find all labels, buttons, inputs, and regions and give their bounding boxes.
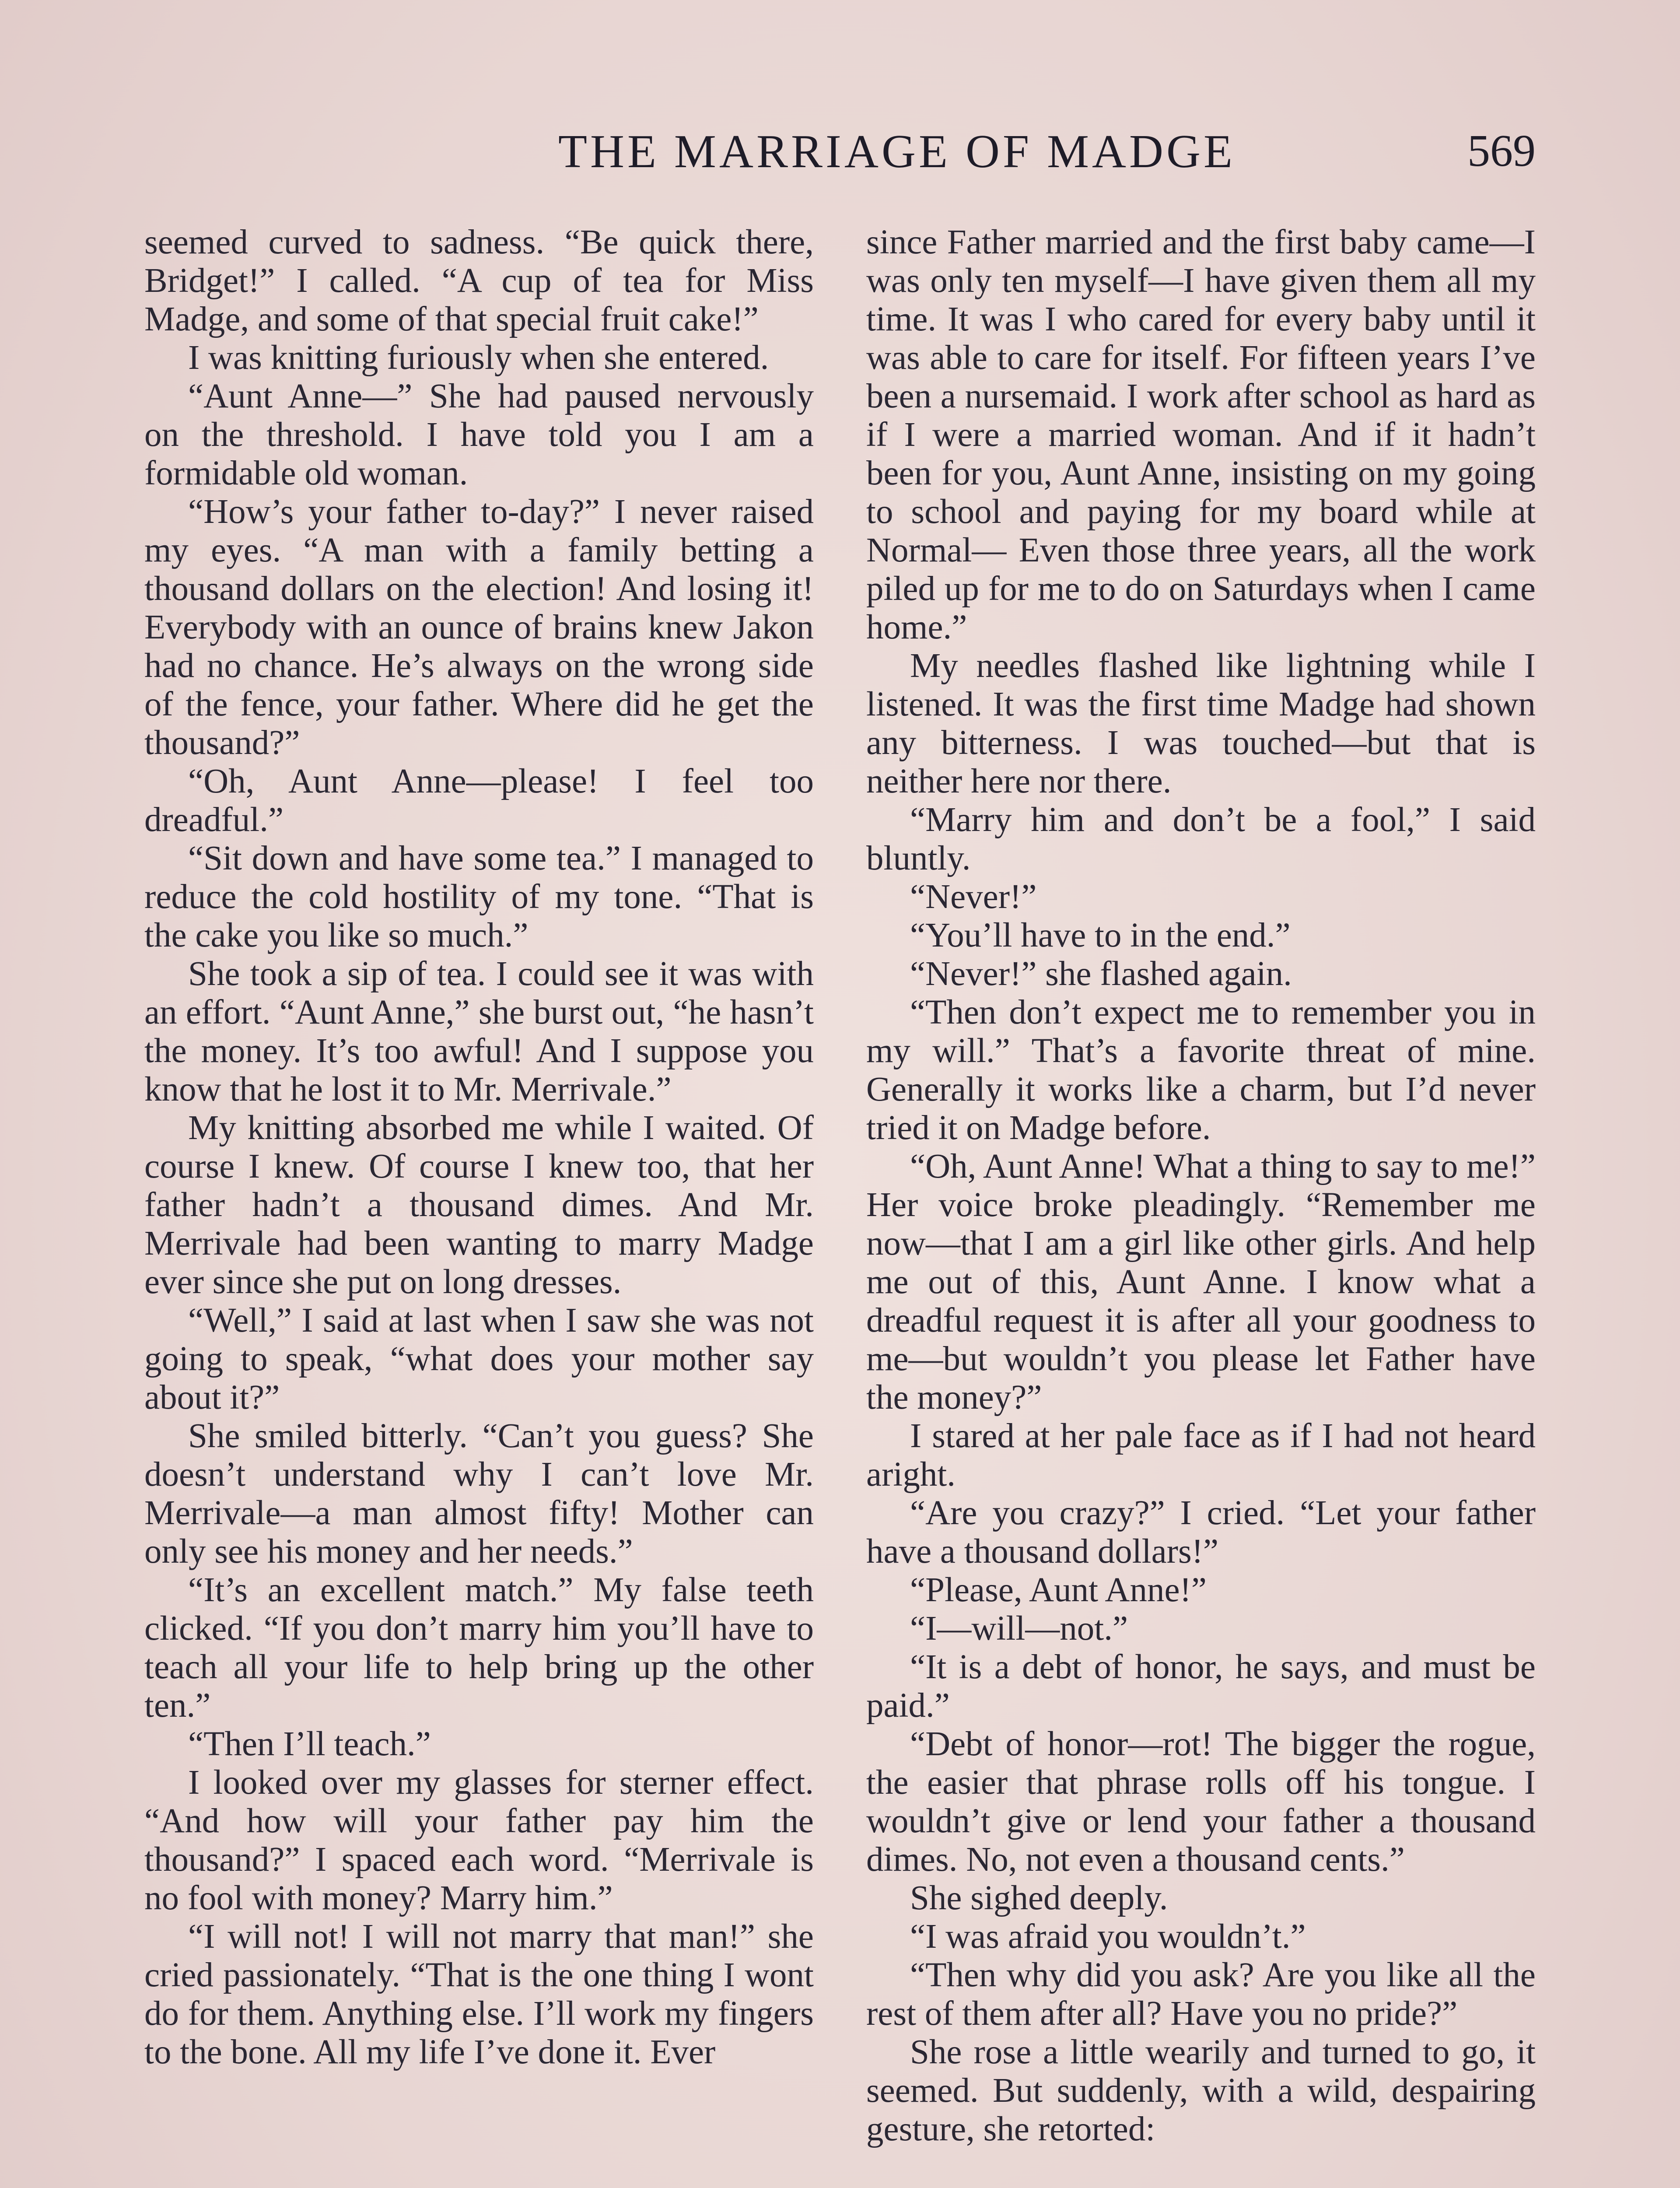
paragraph: “Sit down and have some tea.” I managed to reduce the cold hostility of my tone. “That is the cake you like so much.” (144, 839, 814, 954)
paragraph: “I—will—not.” (910, 1609, 1128, 1648)
paragraph: “Marry him and don’t be a fool,” I said bluntly. (866, 801, 1536, 877)
paragraph: She took a sip of tea. I could see it was with an effort. “Aunt Anne,” she burst out, “he hasn’t the money. It’s too awful! And I suppose you know that he lost it to Mr. Merrivale.” (144, 955, 814, 1108)
paragraph: “Then I’ll teach.” (188, 1725, 431, 1763)
paragraph: I was knitting furiously when she entered. (188, 339, 769, 377)
paragraph: “How’s your father to-day?” I never raised my eyes. “A man with a family betting a thousand dollars on the election! And losing it! Everybody with an ounce of brains knew Jakon had no chance. He’s always on the wrong side of the fence, your father. Where did he get the thousand?” (144, 493, 814, 762)
paragraph: “I will not! I will not marry that man!” she cried passionately. “That is the one thing I wont do for them. Anything else. I’ll work my fingers to the bone. All my life I’ve done it. Ever (144, 1918, 814, 2071)
right-column (866, 223, 1536, 2149)
paragraph: My knitting absorbed me while I waited. Of course I knew. Of course I knew too, that her father hadn’t a thousand dimes. And Mr. Merrivale had been wanting to marry Madge ever since she put on long dresses. (144, 1109, 814, 1301)
running-header (144, 125, 1536, 190)
running-title: THE MARRIAGE OF MADGE (558, 126, 1236, 178)
paragraph: “Well,” I said at last when I saw she was not going to speak, “what does your mother say about it?” (144, 1301, 814, 1417)
text-columns (144, 223, 1536, 2149)
paragraph: seemed curved to sadness. “Be quick there, Bridget!” I called. “A cup of tea for Miss Madge, and some of that special fruit cake!” (144, 223, 814, 338)
paragraph: She smiled bitterly. “Can’t you guess? She doesn’t understand why I can’t love Mr. Merrivale—a man almost fifty! Mother can only see his money and her needs.” (144, 1417, 814, 1571)
paragraph: “Never!” she flashed again. (910, 955, 1292, 993)
paragraph: “Please, Aunt Anne!” (910, 1571, 1207, 1609)
paragraph: “Then why did you ask? Are you like all the rest of them after all? Have you no pride?” (866, 1956, 1536, 2033)
paragraph: “Oh, Aunt Anne! What a thing to say to me!” Her voice broke pleadingly. “Remember me now—that I am a girl like other girls. And help me out of this, Aunt Anne. I know what a dreadful request it is after all your goodness to me—but wouldn’t you please let Father have the money?” (866, 1147, 1536, 1417)
paragraph: I stared at her pale face as if I had not heard aright. (866, 1417, 1536, 1494)
paragraph: “Never!” (910, 878, 1037, 916)
paragraph: “It’s an excellent match.” My false teeth clicked. “If you don’t marry him you’ll have to teach all your life to help bring up the other ten.” (144, 1571, 814, 1725)
paragraph: “Aunt Anne—” She had paused nervously on the threshold. I have told you I am a formidable old woman. (144, 377, 814, 492)
paragraph: “It is a debt of honor, he says, and must be paid.” (866, 1648, 1536, 1725)
paragraph: “Debt of honor—rot! The bigger the rogue, the easier that phrase rolls off his tongue. I wouldn’t give or lend your father a thousand dimes. No, not even a thousand cents.” (866, 1725, 1536, 1879)
page-number: 569 (1467, 126, 1536, 176)
paragraph: “I was afraid you wouldn’t.” (910, 1918, 1306, 1956)
paragraph: “Are you crazy?” I cried. “Let your father have a thousand dollars!” (866, 1494, 1536, 1571)
paragraph: She sighed deeply. (910, 1879, 1168, 1917)
paragraph: My needles flashed like lightning while I listened. It was the first time Madge had shown any bitterness. I was touched—but that is neither here nor there. (866, 647, 1536, 800)
paragraph: “Oh, Aunt Anne—please! I feel too dreadful.” (144, 762, 814, 839)
paragraph: “Then don’t expect me to remember you in my will.” That’s a favorite threat of mine. Generally it works like a charm, but I’d never tried it on Madge before. (866, 993, 1536, 1147)
left-column (144, 223, 814, 2149)
paragraph: I looked over my glasses for sterner effect. “And how will your father pay him the thousand?” I spaced each word. “Merrivale is no fool with money? Marry him.” (144, 1764, 814, 1917)
paragraph: “You’ll have to in the end.” (910, 916, 1291, 954)
paragraph: since Father married and the first baby came—I was only ten myself—I have given them all my time. It was I who cared for every baby until it was able to care for itself. For fifteen years I’ve been a nursemaid. I work after school as hard as if I were a married woman. And if it hadn’t been for you, Aunt Anne, insisting on my going to school and paying for my board while at Normal— Even those three years, all the work piled up for me to do on Saturdays when I came home.” (866, 223, 1536, 646)
paragraph: She rose a little wearily and turned to go, it seemed. But suddenly, with a wild, despairing gesture, she retorted: (866, 2033, 1536, 2148)
